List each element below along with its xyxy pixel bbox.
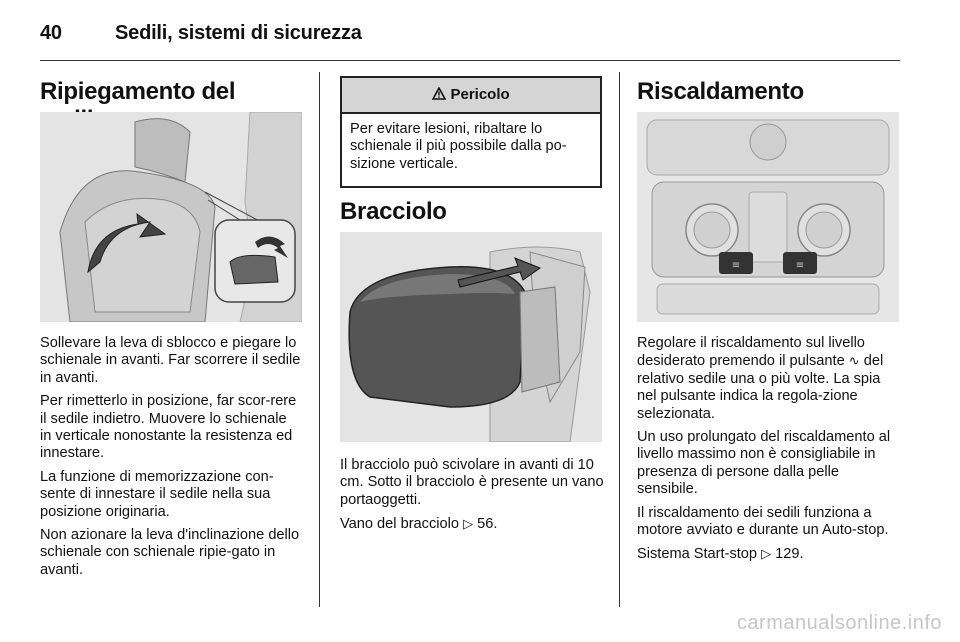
- seat-folding-illustration: [40, 112, 302, 322]
- column-divider: [619, 72, 620, 607]
- paragraph: La funzione di memorizzazione con-sente di innestare il sedile nella sua posizione originaria.: [40, 468, 274, 520]
- section-title: Sedili, sistemi di sicurezza: [115, 22, 362, 44]
- header-divider: [40, 60, 900, 61]
- warning-triangle-icon: [432, 86, 450, 103]
- svg-text:≡: ≡: [795, 260, 805, 271]
- paragraph: Sollevare la leva di sblocco e piegare lo schienale in avanti. Far scorrere il sedile in avanti.: [40, 335, 301, 386]
- danger-text: Per evitare lesioni, ribaltare lo schienale il più possibile dalla po-sizione verticale.: [350, 121, 567, 172]
- heating-controls-illustration: [637, 112, 899, 322]
- reference-page: 56.: [477, 516, 498, 533]
- paragraph: Il riscaldamento dei sedili funziona a motore avviato e durante un Auto-stop.: [637, 504, 889, 539]
- heading-seat-folding: Ripiegamento del: [40, 78, 236, 105]
- instruction-text: Regolare il riscaldamento sul livello desiderato premendo il pulsante: [637, 335, 865, 370]
- seat-folding-drawing: [40, 112, 302, 322]
- danger-notice: [340, 76, 602, 188]
- heading-armrest: Bracciolo: [340, 198, 447, 225]
- reference-line: [637, 545, 902, 563]
- heading-heating: Riscaldamento: [637, 78, 804, 105]
- page-reference-icon: ▷: [463, 516, 474, 532]
- reference-text: Vano del bracciolo: [340, 516, 459, 533]
- column-armrest-text: [340, 457, 605, 540]
- page-reference-icon: ▷: [761, 546, 772, 562]
- paragraph: Un uso prolungato del riscaldamento al livello massimo non è consigliabile in presenza di persone dalla pelle sensibile.: [637, 429, 891, 498]
- reference-page: 129.: [775, 546, 804, 563]
- danger-title: Pericolo: [450, 86, 510, 103]
- column-heating-text: [637, 335, 902, 570]
- column-armrest: [340, 194, 602, 226]
- paragraph: Il bracciolo può scivolare in avanti di 10 cm. Sotto il bracciolo è presente un vano portaoggetti.: [340, 457, 604, 508]
- climate-panel-drawing: [637, 112, 899, 322]
- column-seat-folding-text: [40, 335, 302, 585]
- column-heating: [637, 70, 899, 106]
- danger-header: [342, 78, 600, 114]
- watermark: carmanualsonline.info: [736, 612, 942, 634]
- column-divider: [319, 72, 320, 607]
- page-header: [40, 14, 900, 50]
- page-number: 40: [40, 22, 62, 44]
- armrest-drawing: [340, 232, 602, 442]
- paragraph-heating-instruction: [637, 335, 902, 423]
- instruction-text-continued: del relativo sedile una o più volte. La spia nel pulsante indica la regola-zione selezionata.: [637, 353, 884, 422]
- svg-text:≡: ≡: [731, 260, 741, 271]
- seat-heater-icon: ∿: [848, 353, 860, 369]
- paragraph: Non azionare la leva d'inclinazione dello schienale con schienale ripie-gato in avanti.: [40, 527, 300, 578]
- reference-line: [340, 515, 605, 533]
- paragraph: Per rimetterlo in posizione, far scor-rere il sedile indietro. Muovere lo schienale in verticale nonostante la resistenza ed innestare.: [40, 393, 297, 462]
- armrest-illustration: [340, 232, 602, 442]
- reference-text: Sistema Start-stop: [637, 546, 758, 563]
